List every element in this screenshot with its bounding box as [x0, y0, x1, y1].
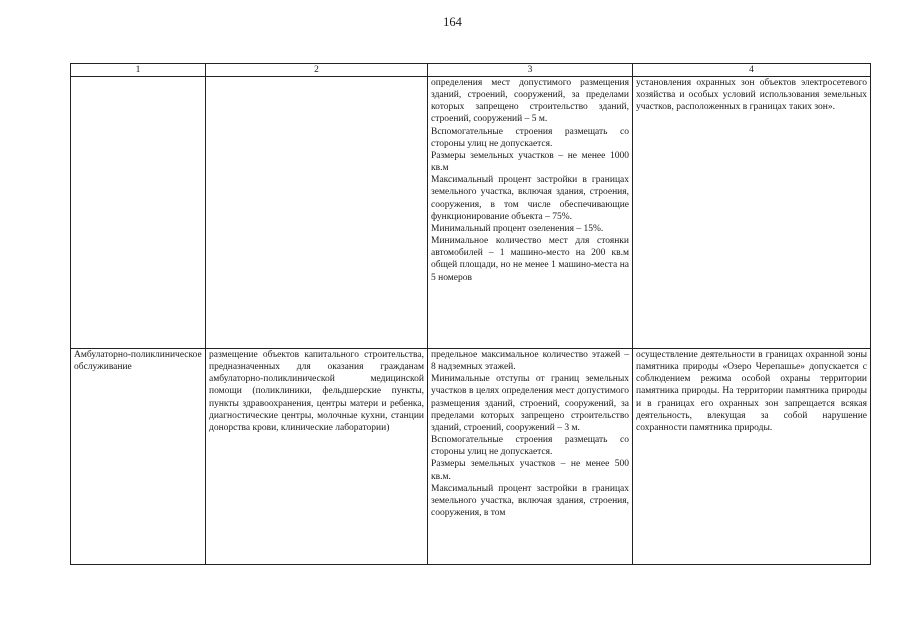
use-description-cell — [206, 77, 428, 349]
column-header-2: 2 — [206, 64, 428, 77]
regulations-table — [70, 63, 871, 565]
page-number: 164 — [443, 15, 462, 29]
parameter-paragraph: Минимальные отступы от границ земельных участков в целях определения мест допустимого размещения зданий, строений, сооружений, за пределами которых запрещено строительство зданий, строений, сооружений – 3 м. — [431, 374, 629, 433]
table-row — [71, 77, 871, 349]
restrictions-cell: установления охранных зон объектов электросетевого хозяйства и особых условий использования земельных участков, расположенных в границах таких зон». — [633, 77, 871, 349]
table-header-row — [71, 64, 871, 77]
restrictions-cell: осуществление деятельности в границах охранной зоны памятника природы «Озеро Черепашье» допускается с соблюдением режима особой охраны территории памятника природы. На территории памятника природы и в границах его охранных зон запрещается всякая деятельность, влекущая за собой нарушение сохранности памятника природы. — [633, 349, 871, 565]
use-type-cell — [71, 77, 206, 349]
table-row — [71, 349, 871, 565]
parameters-cell — [428, 77, 633, 349]
column-header-4: 4 — [633, 64, 871, 77]
parameter-paragraph: Вспомогательные строения размещать со стороны улиц не допускается. — [431, 126, 629, 149]
use-description-cell: размещение объектов капитального строительства, предназначенных для оказания гражданам амбулаторно-поликлинической медицинской помощи (поликлиники, фельдшерские пункты, пункты здравоохранения, центры матери и ребенка, диагностические центры, молочные кухни, станции донорства крови, клинические лаборатории) — [206, 349, 428, 565]
parameter-paragraph: Минимальный процент озеленения – 15%. — [431, 223, 604, 234]
parameter-paragraph: Максимальный процент застройки в границах земельного участка, включая здания, строения, сооружения, в том числе обеспечивающие функционирование объекта – 75%. — [431, 175, 629, 222]
parameter-paragraph: предельное максимальное количество этажей – 8 надземных этажей. — [431, 350, 629, 373]
parameter-paragraph: Вспомогательные строения размещать со стороны улиц не допускается. — [431, 435, 629, 458]
parameter-paragraph: Минимальное количество мест для стоянки автомобилей – 1 машино-место на 200 кв.м общей площади, но не менее 1 машино-места на 5 номеров — [431, 236, 629, 283]
parameters-cell — [428, 349, 633, 565]
use-type-cell: Амбулаторно-поликлиническое обслуживание — [71, 349, 206, 565]
column-header-3: 3 — [428, 64, 633, 77]
parameter-paragraph: Размеры земельных участков – не менее 1000 кв.м — [431, 150, 629, 174]
parameter-paragraph: Максимальный процент застройки в границах земельного участка, включая здания, строения, сооружения, в том — [431, 483, 629, 519]
parameter-paragraph: Размеры земельных участков – не менее 500 кв.м. — [431, 459, 629, 482]
column-header-1: 1 — [71, 64, 206, 77]
parameter-paragraph: определения мест допустимого размещения зданий, строений, сооружений, за пределами которых запрещено строительство зданий, строений, сооружений – 5 м. — [431, 78, 629, 125]
